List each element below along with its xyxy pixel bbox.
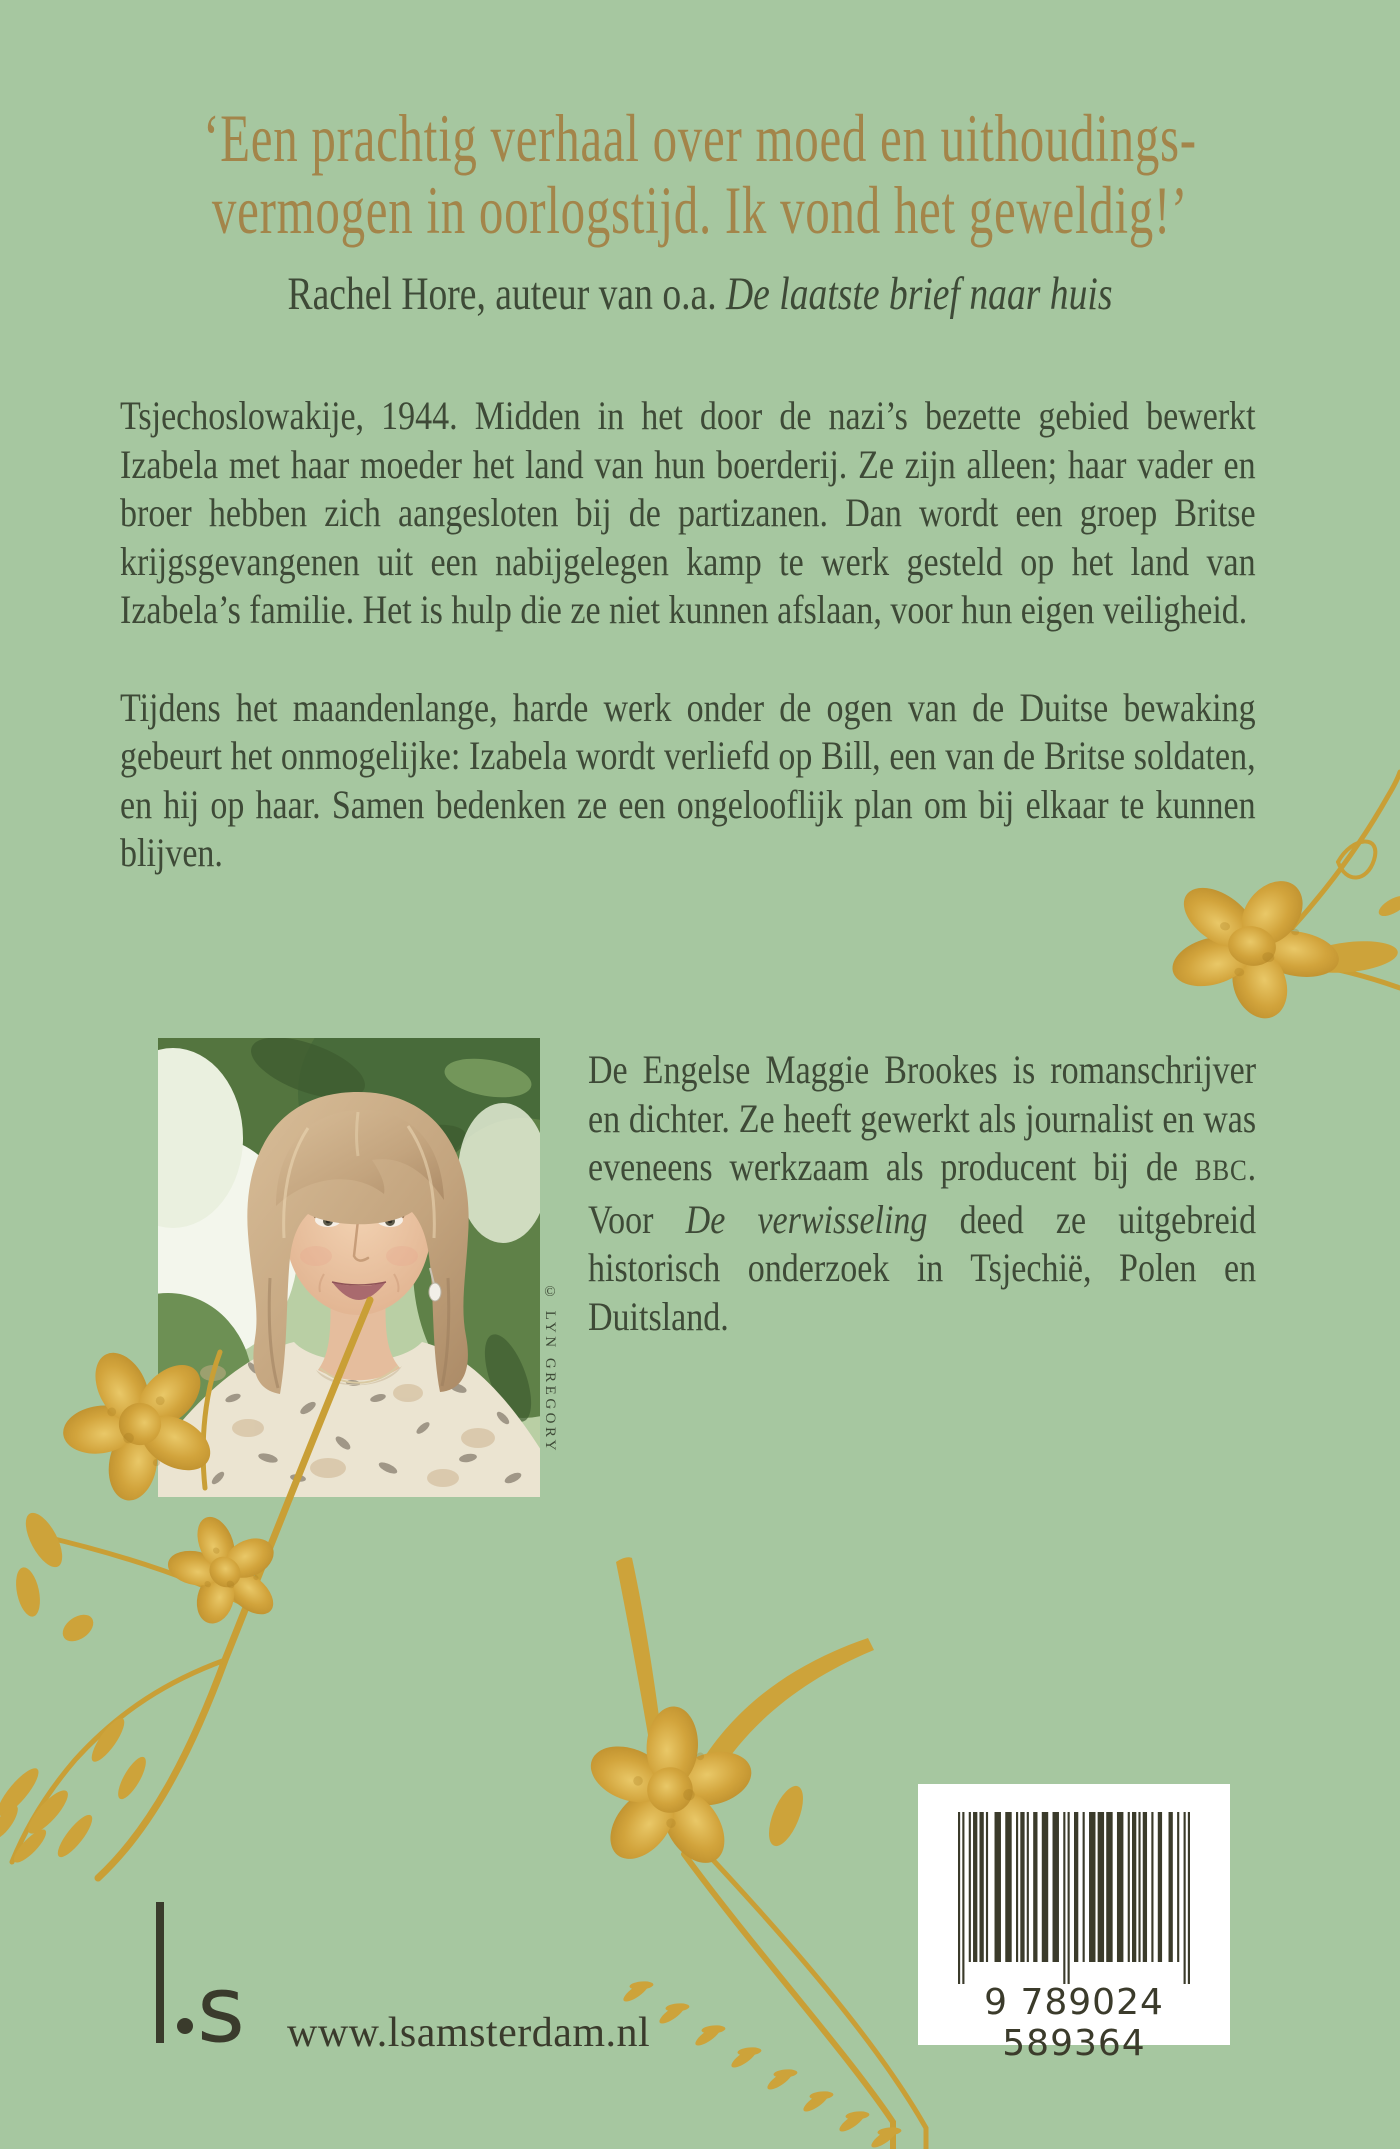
logo-l-bar — [156, 1902, 164, 2043]
logo-dot — [177, 2018, 193, 2034]
barcode-bars — [958, 1812, 1190, 1984]
endorsement-quote-line-2: vermogen in oorlogstijd. Ik vond het geweldig!’ — [211, 172, 1189, 248]
bio-text-3: deed ze uitgebreid historisch onderzoek in Tsjechië, Polen en Duitsland. — [588, 1196, 1257, 1339]
bio-text-1: De Engelse Maggie Brookes is romanschrijver en dichter. Ze heeft gewerkt als journalist en was eveneens werkzaam als producent bij de — [588, 1047, 1257, 1189]
bio-text-2: . Voor — [588, 1144, 1257, 1242]
bbc-abbreviation: BBC — [1194, 1155, 1248, 1187]
quote-attribution — [140, 268, 1260, 320]
photo-credit: © LYN GREGORY — [542, 1284, 558, 1455]
attribution-text: Rachel Hore, auteur van o.a. — [287, 268, 727, 320]
barcode-isbn: 9 789024 589364 — [984, 1982, 1164, 2064]
barcode — [918, 1784, 1230, 2064]
synopsis-paragraph-2: Tijdens het maandenlange, harde werk onder de ogen van de Duitse bewaking gebeurt het onmogelijke: Izabela wordt verliefd op Bill, een van de Britse soldaten, en hij op haar. Samen bedenken ze een ongelooflijk plan om bij elkaar te kunnen blijven. — [120, 684, 1256, 875]
synopsis-paragraph-1: Tsjechoslowakije, 1944. Midden in het door de nazi’s bezette gebied bewerkt Izabela met haar moeder het land van hun boerderij. Ze zijn alleen; haar vader en broer hebben zich aangesloten bij de partizanen. Dan wordt een groep Britse krijgsgevangenen uit een nabijgelegen kamp te werk gesteld op het land van Izabela’s familie. Het is hulp die ze niet kunnen afslaan, voor hun eigen veiligheid. — [120, 393, 1256, 632]
publisher-website: www.lsamsterdam.nl — [287, 2010, 651, 2056]
endorsement-quote — [0, 102, 1400, 320]
author-bio — [588, 1046, 1256, 1341]
logo-s: s — [197, 1956, 245, 2063]
author-portrait-illustration — [158, 1038, 540, 1497]
attribution-book-title: De laatste brief naar huis — [726, 268, 1113, 320]
author-photo — [158, 1038, 540, 1497]
bio-book-title: De verwisseling — [685, 1196, 928, 1242]
endorsement-quote-line-1: ‘Een prachtig verhaal over moed en uithoudings- — [203, 100, 1197, 176]
synopsis — [120, 392, 1256, 927]
